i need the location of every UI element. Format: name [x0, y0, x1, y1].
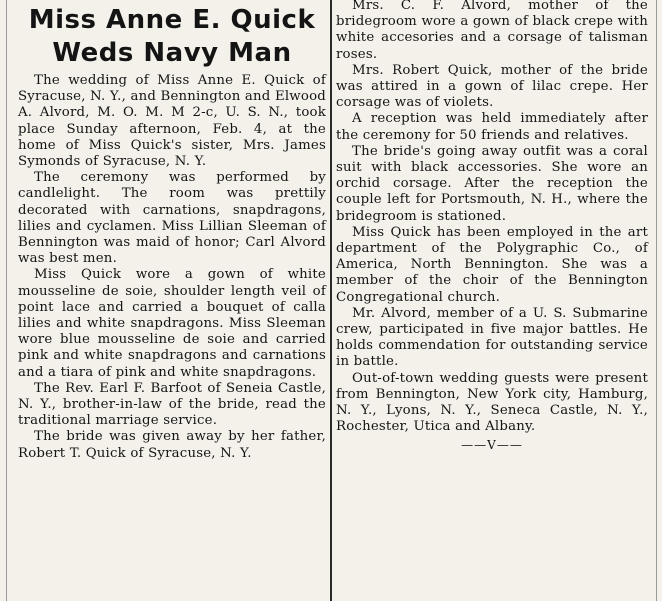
headline — [18, 0, 326, 70]
paragraph: Miss Quick has been employed in the art department of the Polygraphic Co., of America, North Bennington. She was a member of the choir of the Bennington Congregational church. — [336, 224, 648, 305]
headline-line-1: Miss Anne E. Quick — [28, 5, 316, 35]
paragraph: The Rev. Earl F. Barfoot of Seneia Castle, N. Y., brother-in-law of the bride, read the traditional marriage service. — [18, 380, 326, 429]
paragraph: The ceremony was performed by candlelight. The room was prettily decorated with carnations, snapdragons, lilies and cyclamen. Miss Lillian Sleeman of Bennington was maid of honor; Carl Alvord was best men. — [18, 170, 326, 267]
paragraph: The bride was given away by her father, Robert T. Quick of Syracuse, N. Y. — [18, 429, 326, 461]
paragraph: Mr. Alvord, member of a U. S. Submarine crew, participated in five major battles. He holds commendation for outstanding service in battle. — [336, 305, 648, 370]
column-rule — [330, 0, 332, 601]
headline-line-2: Weds Navy Man — [52, 38, 292, 68]
right-column — [336, 0, 648, 452]
paragraph: Miss Quick wore a gown of white mousseline de soie, shoulder length veil of point lace and carried a bouquet of calla lilies and white snapdragons. Miss Sleeman wore blue mousseline de soie and carried pink and white snapdragons and carnations and a tiara of pink and white snapdragons. — [18, 267, 326, 380]
paragraph: Mrs. C. F. Alvord, mother of the bridegroom wore a gown of black crepe with white accesories and a corsage of talisman roses. — [336, 0, 648, 62]
paragraph: The bride's going away outfit was a coral suit with black accessories. She wore an orchid corsage. After the reception the couple left for Portsmouth, N. H., where the bridegroom is stationed. — [336, 143, 648, 224]
right-body — [336, 0, 648, 435]
end-mark: ——V—— — [461, 438, 523, 453]
left-edge-line — [6, 0, 7, 601]
left-body — [18, 73, 326, 462]
paragraph: A reception was held immediately after the ceremony for 50 friends and relatives. — [336, 111, 648, 143]
paragraph: The wedding of Miss Anne E. Quick of Syracuse, N. Y., and Bennington and Elwood A. Alvord, M. O. M. M 2-c, U. S. N., took place Sunday afternoon, Feb. 4, at the home of Miss Quick's sister, Mrs. James Symonds of Syracuse, N. Y. — [18, 73, 327, 170]
paragraph: Mrs. Robert Quick, mother of the bride was attired in a gown of lilac crepe. Her corsage was of violets. — [336, 62, 648, 111]
left-column — [18, 0, 326, 462]
right-edge-line — [656, 0, 657, 601]
paragraph: Out-of-town wedding guests were present from Bennington, New York city, Hamburg, N. Y., Lyons, N. Y., Seneca Castle, N. Y., Rochester, Utica and Albany. — [336, 370, 648, 435]
